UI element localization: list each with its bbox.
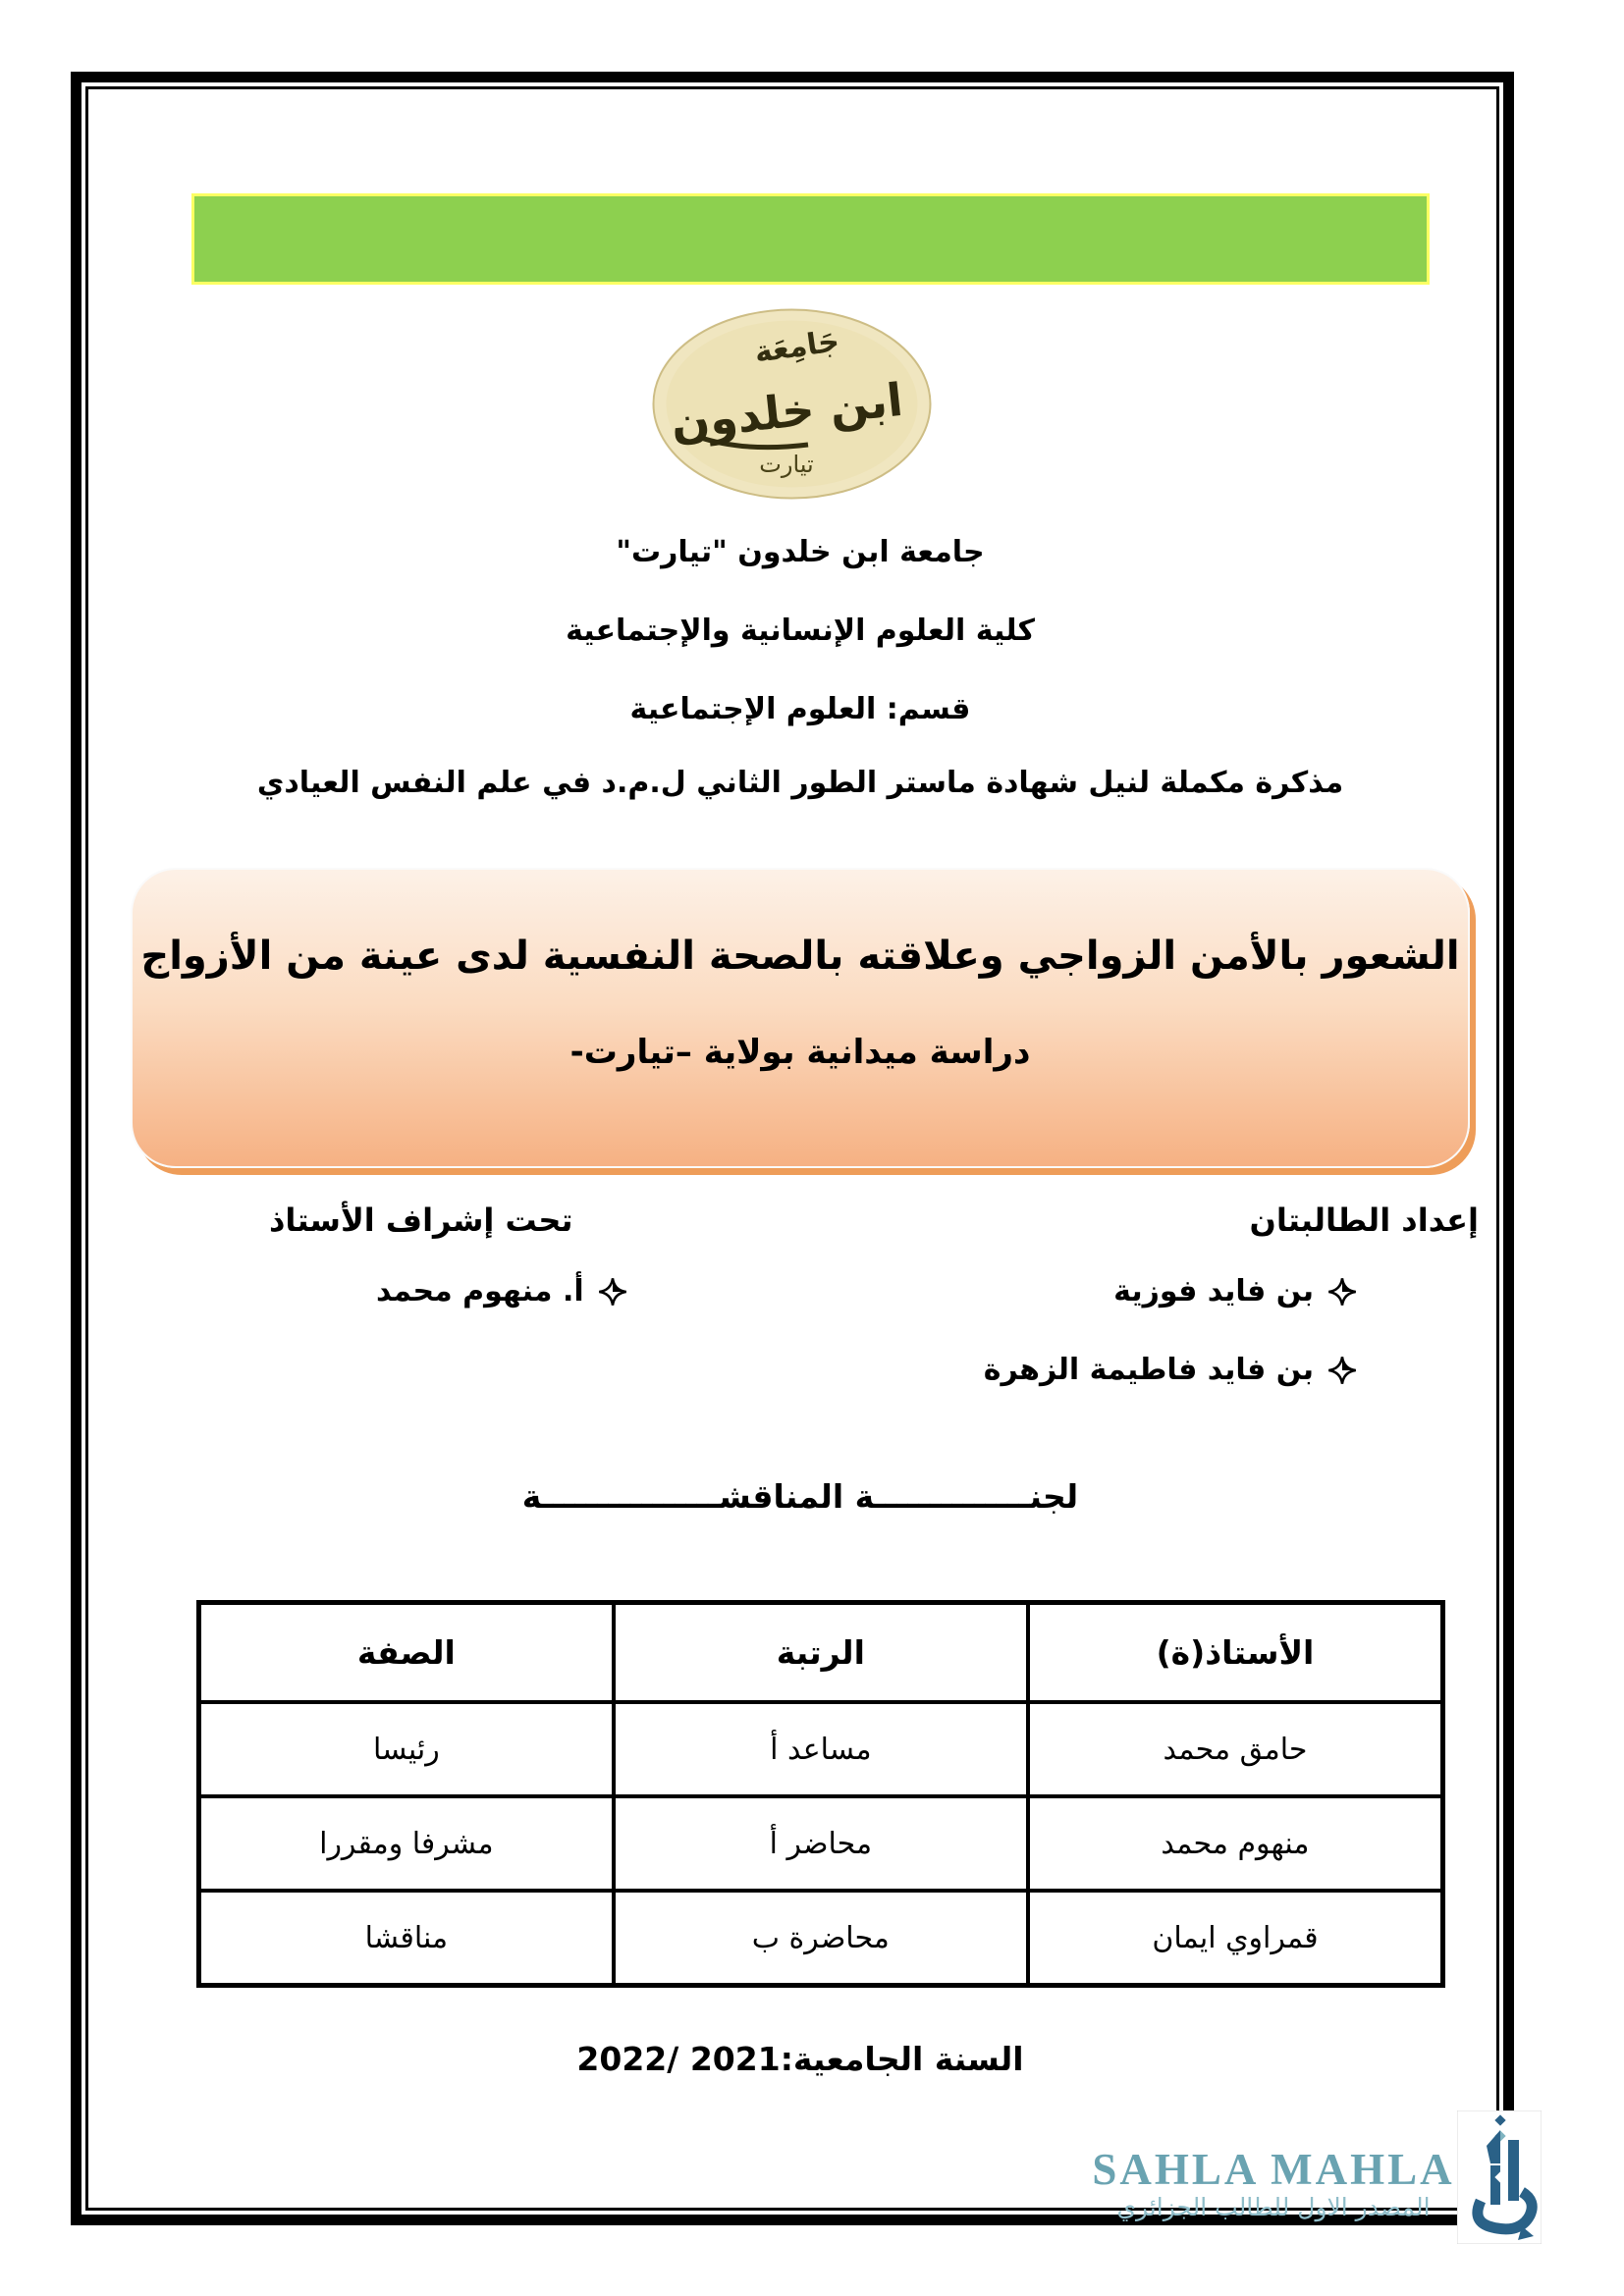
rank-cell: محاضر أ (614, 1796, 1028, 1891)
thesis-title-box (131, 868, 1470, 1168)
university-logo (651, 307, 933, 501)
watermark-tagline: المصدر الاول للطالب الجزائري (1116, 2193, 1431, 2221)
supervisor-name: أ. منهوم محمد (376, 1274, 584, 1308)
logo-main-words: ابن خلدون (668, 372, 905, 451)
watermark-logo-icon (1457, 2110, 1542, 2244)
rank-cell: محاضرة ب (614, 1891, 1028, 1986)
star-bullet-icon (1327, 1277, 1357, 1307)
professor-name-cell: منهوم محمد (1028, 1796, 1443, 1891)
authors-heading: إعداد الطالبتان (1249, 1201, 1479, 1239)
student-name: بن فايد فوزية (1113, 1274, 1314, 1308)
role-cell: مناقشا (199, 1891, 614, 1986)
col-header-role: الصفة (199, 1603, 614, 1703)
star-bullet-icon (598, 1277, 627, 1307)
department-line: قسم: العلوم الإجتماعية (629, 692, 971, 726)
memo-type-line: مذكرة مكملة لنيل شهادة ماستر الطور الثاني ل.م.د في علم النفس العيادي (256, 766, 1344, 800)
student-name-item (984, 1353, 1357, 1387)
faculty-line: كلية العلوم الإنسانية والإجتماعية (566, 614, 1035, 648)
supervisor-name-item (376, 1274, 627, 1308)
logo-top-word: جَامِعَة (752, 324, 841, 370)
student-name: بن فايد فاطيمة الزهرة (983, 1353, 1314, 1387)
table-row (199, 1796, 1443, 1891)
student-name-item (1113, 1274, 1357, 1308)
committee-table (196, 1600, 1445, 1988)
committee-table-header-row (199, 1603, 1443, 1703)
thesis-subtitle: دراسة ميدانية بولاية –تيارت- (569, 1033, 1031, 1072)
star-bullet-icon (1327, 1356, 1357, 1385)
thesis-title: الشعور بالأمن الزواجي وعلاقته بالصحة النفسية لدى عينة من الأزواج (140, 934, 1460, 979)
col-header-professor: الأستاذ(ة) (1028, 1603, 1443, 1703)
academic-year-line: السنة الجامعية:2021 /2022 (576, 2040, 1024, 2078)
role-cell: رئيسا (199, 1702, 614, 1796)
table-row (199, 1891, 1443, 1986)
table-row (199, 1702, 1443, 1796)
supervisor-heading: تحت إشراف الأستاذ (269, 1201, 573, 1239)
logo-bottom-word: تيارت (759, 451, 814, 478)
professor-name-cell: حامق محمد (1028, 1702, 1443, 1796)
green-banner (191, 193, 1430, 285)
university-name-line: جامعة ابن خلدون "تيارت" (616, 535, 985, 569)
committee-heading: لجنــــــــــــــة المناقشــــــــــــــــة (521, 1477, 1079, 1516)
role-cell: مشرفا ومقررا (199, 1796, 614, 1891)
col-header-rank: الرتبة (614, 1603, 1028, 1703)
watermark-brand: SAHLA MAHLA (1092, 2145, 1455, 2194)
professor-name-cell: قمراوي ايمان (1028, 1891, 1443, 1986)
rank-cell: مساعد أ (614, 1702, 1028, 1796)
